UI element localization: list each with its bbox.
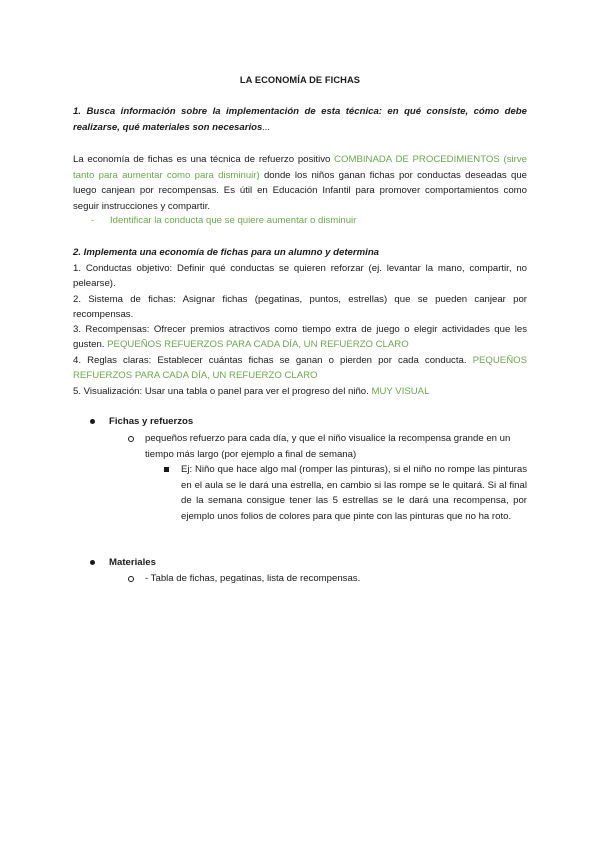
document-title: LA ECONOMÍA DE FICHAS bbox=[239, 75, 361, 85]
numbered-item-5-text: 5. Visualización: Usar una tabla o panel para ver el progreso del niño. bbox=[73, 386, 372, 397]
highlight-note-1: COMBINADA DE PROCEDIMIENTOS (sirve tanto para aumentar como para disminuir) bbox=[73, 154, 527, 181]
answer-paragraph-1 bbox=[73, 152, 527, 214]
numbered-item-5 bbox=[73, 384, 527, 399]
sub-bullet-materiales-text: - Tabla de fichas, pegatinas, lista de recompensas. bbox=[145, 573, 361, 584]
numbered-item-4-text: 4. Reglas claras: Establecer cuántas fichas se ganan o pierden por cada conducta. bbox=[73, 355, 473, 366]
question-2: 2. Implementa una economía de fichas para un alumno y determina bbox=[73, 247, 380, 258]
bullet-disc-icon bbox=[90, 419, 95, 424]
numbered-item-3-text: 3. Recompensas: Ofrecer premios atractivos como tiempo extra de juego o elegir actividades que les gusten. bbox=[73, 324, 527, 351]
numbered-item-1: 1. Conductas objetivo: Definir qué conductas se quieren reforzar (ej. levantar la mano, compartir, no pelearse). bbox=[73, 263, 527, 290]
sub-sub-bullet-example-text: Ej: Niño que hace algo mal (romper las pinturas), si el niño no rompe las pinturas en el aula se le dará una estrella, en cambio si las rompe se le quitará. Si al final de la semana consigue tener las 5 estrellas se le dará una recompensa, por ejemplo unos folios de colores para que pinte con las pinturas que no ha roto. bbox=[181, 464, 527, 522]
numbered-item-4 bbox=[73, 353, 527, 384]
question-1 bbox=[73, 104, 527, 135]
numbered-item-3-note: PEQUEÑOS REFUERZOS PARA CADA DÍA, UN REFUERZO CLARO bbox=[107, 339, 409, 351]
sub-bullet-refuerzos-text: pequeños refuerzo para cada día, y que el niño visualice la recompensa grande en un tiempo más largo (por ejemplo a final de semana) bbox=[145, 433, 511, 460]
bullet-square-icon bbox=[164, 467, 169, 472]
dash-item-text: Identificar la conducta que se quiere aumentar o disminuir bbox=[110, 215, 357, 226]
answer-text-1: La economía de fichas es una técnica de refuerzo positivo bbox=[73, 154, 335, 165]
bullet-circle-icon bbox=[128, 576, 134, 582]
dash-marker: - bbox=[91, 215, 95, 226]
question-1-number: 1 bbox=[73, 106, 79, 117]
numbered-item-3 bbox=[73, 322, 527, 353]
bullet-disc-icon bbox=[90, 560, 95, 565]
numbered-item-5-note: MUY VISUAL bbox=[371, 386, 430, 397]
answer-text-2: donde los niños ganan fichas por conductas deseadas que luego canjean por recompensas. Es útil en Educación Infantil para promover comportamientos como seguir instrucciones y compartir. bbox=[73, 169, 527, 212]
question-1-ellipsis: ... bbox=[262, 121, 271, 133]
bullet-fichas-label: Fichas y refuerzos bbox=[109, 416, 194, 427]
numbered-item-4-note: PEQUEÑOS REFUERZOS PARA CADA DÍA, UN REFUERZO CLARO bbox=[73, 355, 527, 382]
question-1-text: . Busca información sobre la implementación de esta técnica: en qué consiste, cómo debe realizarse, qué materiales son necesarios bbox=[73, 106, 527, 133]
numbered-item-2: 2. Sistema de fichas: Asignar fichas (pegatinas, puntos, estrellas) que se pueden canjear por recompensas. bbox=[73, 294, 527, 321]
bullet-circle-icon bbox=[128, 436, 134, 442]
bullet-materiales-label: Materiales bbox=[109, 557, 156, 568]
dash-list-item bbox=[91, 213, 511, 228]
